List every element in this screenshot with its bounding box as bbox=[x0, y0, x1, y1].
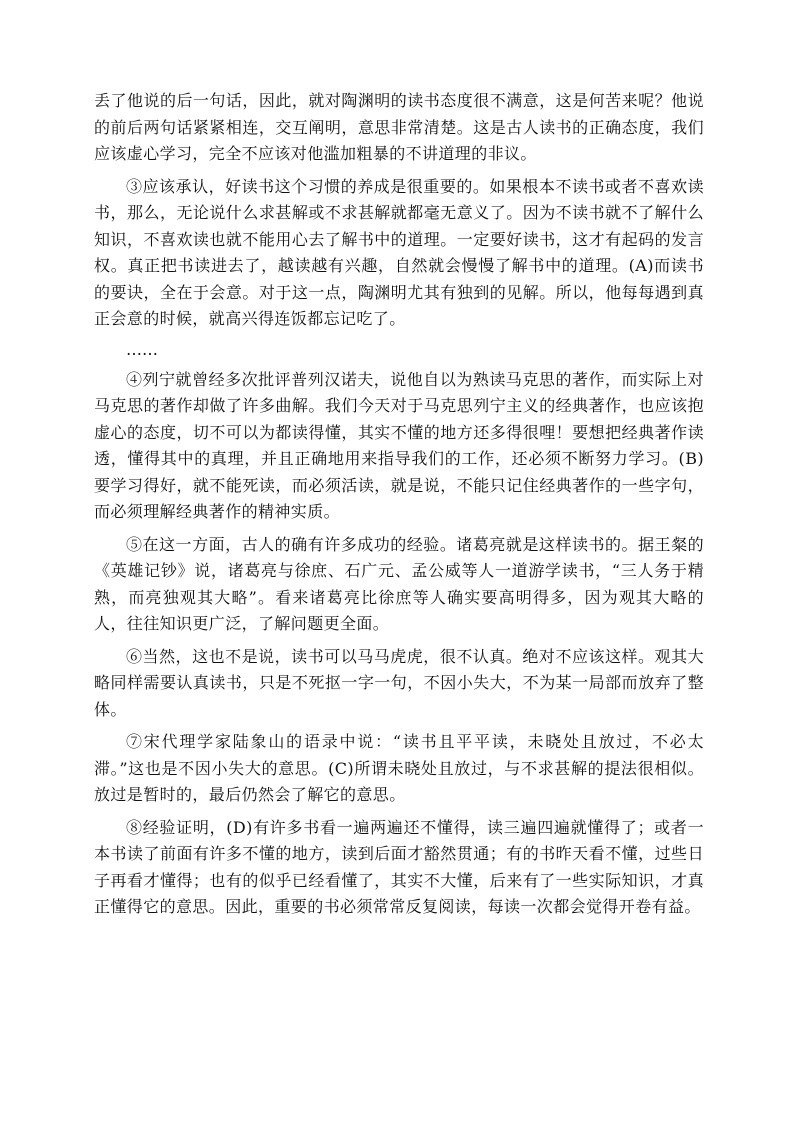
paragraph-3: ③应该承认，好读书这个习惯的养成是很重要的。如果根本不读书或者不喜欢读书，那么，无论说什么求甚解或不求甚解就都毫无意义了。因为不读书就不了解什么知识，不喜欢读也就不能用心去了解书中的道理。一定要好读书，这才有起码的发言权。真正把书读进去了，越读越有兴趣，自然就会慢慢了解书中的道理。(A)而读书的要诀，全在于会意。对于这一点，陶渊明尤其有独到的见解。所以，他每每遇到真正会意的时候，就高兴得连饭都忘记吃了。 bbox=[94, 176, 704, 328]
paragraph-8: ⑧经验证明，(D)有许多书看一遍两遍还不懂得，读三遍四遍就懂得了；或者一本书读了前面有许多不懂的地方，读到后面才豁然贯通；有的书昨天看不懂，过些日子再看才懂得；也有的似乎已经看懂了，其实不大懂，后来有了一些实际知识，才真正懂得它的意思。因此，重要的书必须常常反复阅读，每读一次都会觉得开卷有益。 bbox=[94, 817, 704, 916]
paragraph-7: ⑦宋代理学家陆象山的语录中说：“读书且平平读，未晓处且放过，不必太滞。”这也是不因小失大的意思。(C)所谓未晓处且放过，与不求甚解的提法很相似。放过是暂时的，最后仍然会了解它的意思。 bbox=[94, 732, 704, 804]
essay-body bbox=[94, 88, 704, 927]
omission-ellipsis: …… bbox=[126, 339, 158, 359]
paragraph-continuation: 丢了他说的后一句话，因此，就对陶渊明的读书态度很不满意，这是何苦来呢？他说的前后两句话紧紧相连，交互阐明，意思非常清楚。这是古人读书的正确态度，我们应该虚心学习，完全不应该对他滥加粗暴的不讲道理的非议。 bbox=[94, 91, 704, 163]
paragraph-5: ⑤在这一方面，古人的确有许多成功的经验。诸葛亮就是这样读书的。据王粲的《英雄记钞》说，诸葛亮与徐庶、石广元、孟公威等人一道游学读书，“三人务于精熟，而亮独观其大略”。看来诸葛亮比徐庶等人确实要高明得多，因为观其大略的人，往往知识更广泛，了解问题更全面。 bbox=[94, 534, 704, 633]
paragraph-6: ⑥当然，这也不是说，读书可以马马虎虎，很不认真。绝对不应该这样。观其大略同样需要认真读书，只是不死抠一字一句，不因小失大，不为某一局部而放弃了整体。 bbox=[94, 646, 704, 719]
paragraph-4: ④列宁就曾经多次批评普列汉诺夫，说他自以为熟读马克思的著作，而实际上对马克思的著作却做了许多曲解。我们今天对于马克思列宁主义的经典著作，也应该抱虚心的态度，切不可以为都读得懂，其实不懂的地方还多得很哩！要想把经典著作读透，懂得其中的真理，并且正确地用来指导我们的工作，还必须不断努力学习。(B)要学习得好，就不能死读，而必须活读，就是说，不能只记住经典著作的一些字句，而必须理解经典著作的精神实质。 bbox=[94, 369, 704, 521]
